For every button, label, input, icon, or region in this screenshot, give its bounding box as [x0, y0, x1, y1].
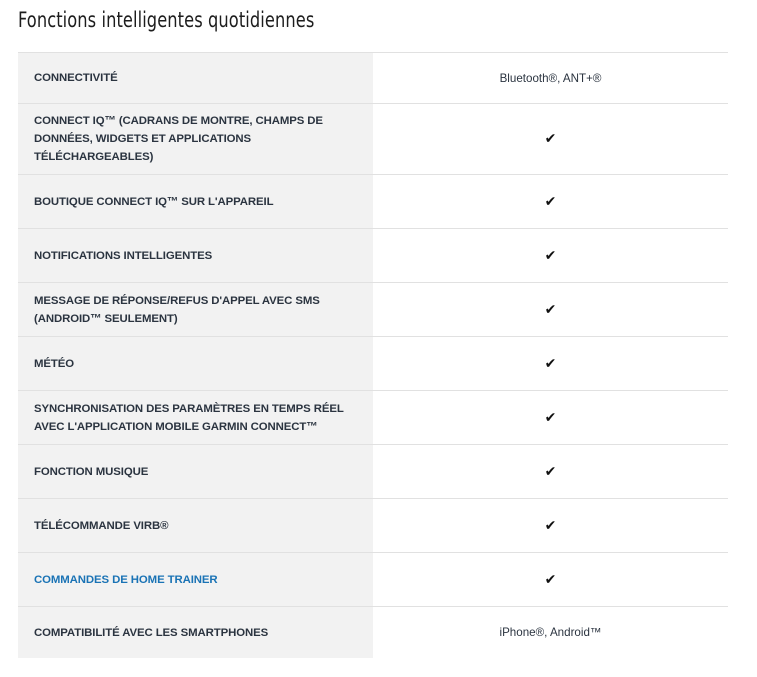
spec-label: COMPATIBILITÉ AVEC LES SMARTPHONES — [18, 607, 373, 658]
check-icon: ✔ — [544, 517, 557, 534]
spec-label: FONCTION MUSIQUE — [18, 445, 373, 498]
spec-value — [373, 499, 728, 552]
spec-value: Bluetooth®, ANT+® — [499, 71, 602, 85]
spec-label: CONNECTIVITÉ — [18, 53, 373, 103]
spec-row-notifications — [18, 229, 728, 283]
spec-value: iPhone®, Android™ — [499, 626, 602, 639]
spec-row-connectivite — [18, 53, 728, 104]
check-icon: ✔ — [544, 131, 557, 147]
spec-label: MESSAGE DE RÉPONSE/REFUS D'APPEL AVEC SMS (ANDROID™ SEULEMENT) — [18, 283, 373, 336]
spec-row-sync-parametres — [18, 391, 728, 445]
spec-value — [373, 391, 728, 444]
spec-row-sms-reply — [18, 283, 728, 337]
spec-row-boutique-connect-iq — [18, 175, 728, 229]
spec-row-connect-iq — [18, 104, 728, 175]
spec-row-home-trainer — [18, 553, 728, 607]
spec-label: MÉTÉO — [18, 337, 373, 390]
check-icon: ✔ — [544, 247, 557, 264]
spec-label: CONNECT IQ™ (CADRANS DE MONTRE, CHAMPS DE DONNÉES, WIDGETS ET APPLICATIONS TÉLÉCHARGEABLES) — [18, 104, 373, 174]
check-icon: ✔ — [544, 463, 557, 480]
spec-label: TÉLÉCOMMANDE VIRB® — [18, 499, 373, 552]
spec-label: NOTIFICATIONS INTELLIGENTES — [18, 229, 373, 282]
check-icon: ✔ — [544, 571, 557, 588]
spec-value — [373, 104, 728, 174]
check-icon: ✔ — [544, 409, 557, 426]
spec-label: SYNCHRONISATION DES PARAMÈTRES EN TEMPS RÉEL AVEC L'APPLICATION MOBILE GARMIN CONNECT™ — [18, 391, 373, 444]
spec-label: BOUTIQUE CONNECT IQ™ SUR L'APPAREIL — [18, 175, 373, 228]
spec-value — [373, 337, 728, 390]
spec-value — [373, 175, 728, 228]
spec-row-musique — [18, 445, 728, 499]
check-icon: ✔ — [544, 193, 557, 210]
check-icon: ✔ — [544, 355, 557, 372]
spec-table — [18, 52, 728, 658]
check-icon: ✔ — [544, 301, 557, 318]
spec-row-virb — [18, 499, 728, 553]
spec-value — [373, 445, 728, 498]
home-trainer-link[interactable]: COMMANDES DE HOME TRAINER — [18, 553, 373, 606]
spec-row-meteo — [18, 337, 728, 391]
section-title: Fonctions intelligentes quotidiennes — [18, 8, 315, 32]
spec-value — [373, 283, 728, 336]
spec-value — [373, 229, 728, 282]
spec-value — [373, 553, 728, 606]
spec-row-compatibilite — [18, 607, 728, 658]
